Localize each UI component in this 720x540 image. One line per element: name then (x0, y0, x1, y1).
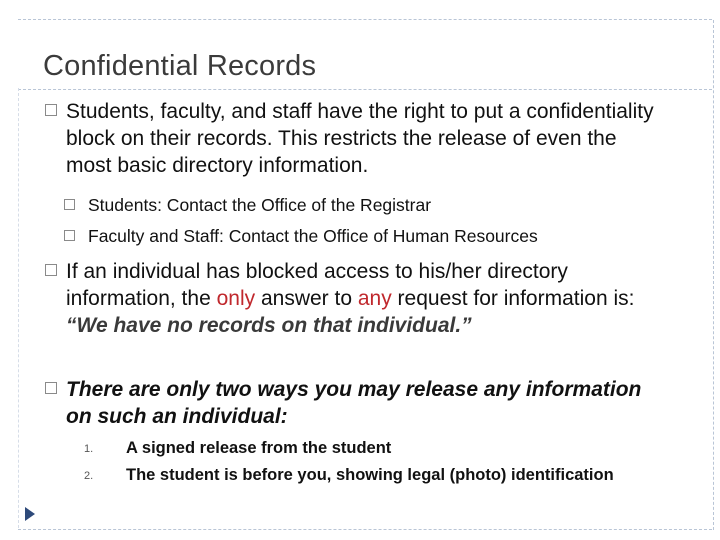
bullet-text: There are only two ways you may release any information on such an individual: (66, 378, 642, 428)
bullet-confidentiality-block (45, 98, 665, 179)
bullet-blocked-access (45, 258, 665, 339)
required-response-quote: “We have no records on that individual.” (66, 314, 472, 337)
bottom-rule (18, 529, 712, 530)
only-emphasis: only (216, 287, 256, 310)
sub-bullet-faculty-staff (64, 225, 704, 247)
sub-bullet-text: Students: Contact the Office of the Registrar (88, 195, 432, 215)
square-bullet-icon (45, 104, 57, 116)
bullet-text: Students, faculty, and staff have the right to put a confidentiality block on their records. This restricts the release of even the most basic directory information. (66, 100, 654, 177)
item-text: The student is before you, showing legal (photo) identification (126, 466, 614, 484)
square-bullet-icon (64, 230, 75, 241)
title-underline (18, 89, 712, 90)
square-bullet-icon (64, 199, 75, 210)
top-rule (18, 19, 712, 20)
numbered-item-signed-release (84, 438, 644, 459)
right-rule (713, 20, 714, 530)
numbered-item-photo-id (84, 465, 644, 486)
square-bullet-icon (45, 264, 57, 276)
square-bullet-icon (45, 382, 57, 394)
item-number: 2. (84, 470, 94, 482)
sub-bullet-students (64, 194, 704, 216)
left-rule (18, 88, 19, 528)
sub-bullet-text: Faculty and Staff: Contact the Office of Human Resources (88, 226, 538, 246)
any-emphasis: any (357, 287, 392, 310)
item-text: A signed release from the student (126, 439, 392, 457)
triangle-arrow-icon (24, 506, 36, 522)
item-number: 1. (84, 443, 94, 455)
slide-title: Confidential Records (43, 50, 317, 82)
bullet-text: If an individual has blocked access to his/her directory information, the only answer to any request for information is: “We have no records on that individual.” (66, 260, 635, 337)
bullet-release-ways (45, 376, 665, 430)
